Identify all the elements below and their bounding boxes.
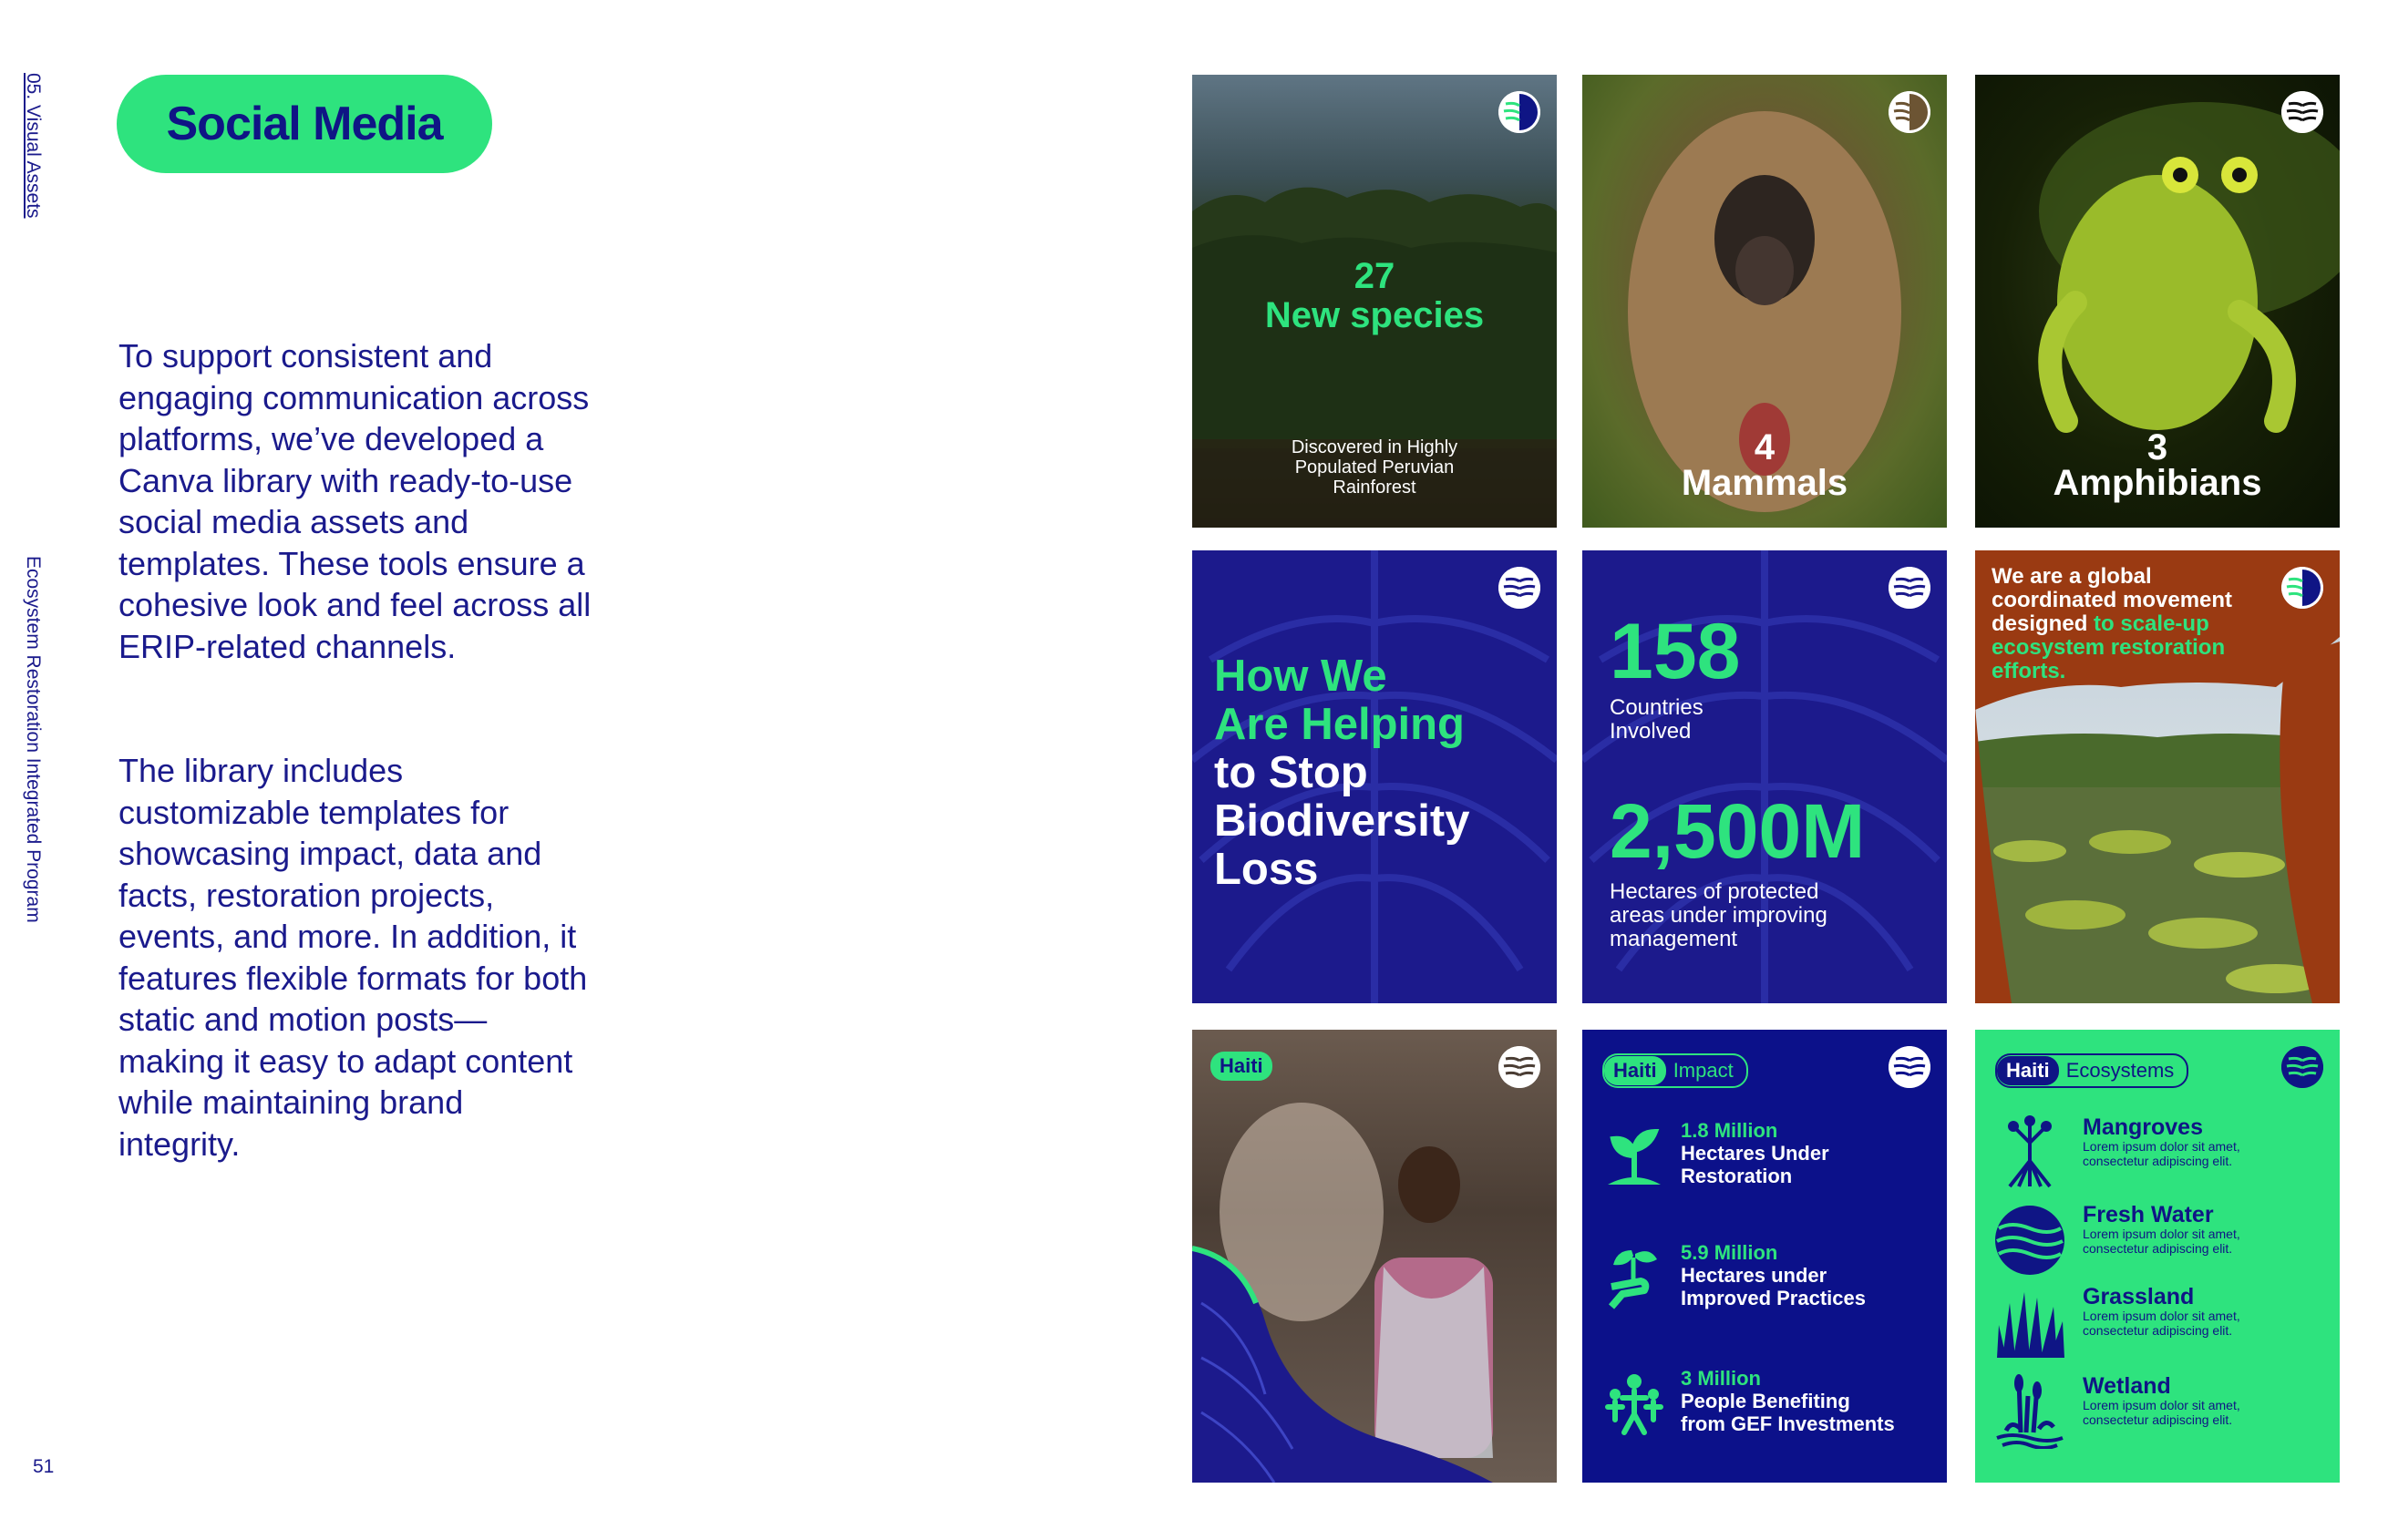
tile-haiti-photo (1192, 1030, 1557, 1483)
helping-line-5: Loss (1214, 845, 1319, 894)
eco-tag (1995, 1053, 2188, 1088)
wetland-icon (1993, 1374, 2066, 1449)
girl-photo (1192, 1030, 1557, 1483)
intro-paragraph-1: To support consistent and engaging communication across platforms, we’ve developed a Canva library with ready-to-use social media assets and templates. These tools ensure a cohesive look and feel across all ERIP-related channels. (118, 337, 592, 665)
tile-stats (1582, 550, 1947, 1003)
erip-logo-icon (1498, 1046, 1540, 1088)
mangrove-icon (1993, 1115, 2066, 1190)
erip-logo-icon (1889, 91, 1930, 133)
hand-plant-icon (1604, 1241, 1664, 1310)
eco-desc-2b: consectetur adipiscing elit. (2083, 1241, 2233, 1256)
movement-line-4: ecosystem restoration (1992, 635, 2226, 660)
page-number: 51 (33, 1456, 55, 1477)
eco-tag-topic: Ecosystems (2065, 1059, 2175, 1082)
movement-line-2: coordinated movement (1992, 588, 2233, 612)
helping-line-1: How We (1214, 652, 1387, 701)
species-number: 27 (1354, 256, 1395, 296)
eco-name-4: Wetland (2083, 1373, 2171, 1399)
impact-value-2: 5.9 Million (1681, 1241, 1778, 1264)
erip-logo-icon (1498, 91, 1540, 133)
impact-item-3 (1604, 1367, 1895, 1436)
stat1-label-1: Countries (1610, 695, 1704, 720)
eco-item-grassland (1993, 1285, 2240, 1360)
impact-label-1b: Restoration (1681, 1165, 1793, 1187)
tile-how-we-help (1192, 550, 1557, 1003)
impact-item-2 (1604, 1241, 1866, 1310)
erip-logo-icon (2281, 567, 2323, 609)
erip-logo-icon (1889, 567, 1930, 609)
eco-name-2: Fresh Water (2083, 1202, 2214, 1227)
section-label: 05. Visual Assets (23, 73, 44, 219)
page-title: Social Media (117, 75, 492, 173)
tile-mammals (1582, 75, 1947, 528)
impact-tag-country: Haiti (1604, 1056, 1666, 1085)
helping-line-2: Are Helping (1214, 700, 1465, 749)
impact-value-1: 1.8 Million (1681, 1119, 1778, 1142)
tile-haiti-impact (1582, 1030, 1947, 1483)
mammals-label: Mammals (1681, 463, 1848, 503)
eco-name-1: Mangroves (2083, 1114, 2203, 1140)
eco-desc-4b: consectetur adipiscing elit. (2083, 1412, 2233, 1427)
stat1-label-2: Involved (1610, 719, 1692, 744)
grass-icon (1993, 1285, 2066, 1360)
seedling-icon (1604, 1119, 1664, 1188)
eco-name-3: Grassland (2083, 1284, 2195, 1309)
water-icon (1993, 1203, 2066, 1278)
intro-paragraph-2: The library includes customizable templates for showcasing impact, data and facts, restoration projects, events, and more. In addition, it features flexible formats for both static and motion posts—making it easy to adapt content while maintaining brand integrity. (118, 752, 588, 1163)
erip-logo-icon (2281, 91, 2323, 133)
species-label: New species (1264, 295, 1485, 335)
impact-label-3a: People Benefiting (1681, 1390, 1850, 1412)
impact-value-3: 3 Million (1681, 1367, 1761, 1390)
tile-haiti-ecosystems (1975, 1030, 2340, 1483)
eco-item-mangroves (1993, 1115, 2240, 1190)
eco-desc-1a: Lorem ipsum dolor sit amet, (2083, 1139, 2240, 1154)
stat2-label-2: areas under improving (1610, 903, 1827, 928)
amphibians-label: Amphibians (2053, 463, 2262, 503)
eco-desc-2a: Lorem ipsum dolor sit amet, (2083, 1227, 2240, 1241)
eco-desc-3b: consectetur adipiscing elit. (2083, 1323, 2233, 1338)
eco-desc-1b: consectetur adipiscing elit. (2083, 1154, 2233, 1168)
stat2-label-1: Hectares of protected (1610, 879, 1819, 904)
erip-logo-icon (1889, 1046, 1930, 1088)
impact-tag (1602, 1053, 1748, 1088)
amphibians-number: 3 (2146, 427, 2168, 467)
impact-item-1 (1604, 1119, 1829, 1188)
eco-tag-country: Haiti (1997, 1056, 2059, 1085)
impact-tag-topic: Impact (1673, 1059, 1734, 1082)
stat2-value: 2,500M (1610, 788, 1866, 874)
species-caption: Discovered in Highly Populated Peruvian Rainforest (1291, 437, 1458, 498)
movement-line-3b: to scale-up (2094, 611, 2209, 636)
helping-line-4: Biodiversity (1214, 796, 1470, 846)
impact-label-3b: from GEF Investments (1681, 1412, 1895, 1435)
eco-desc-4a: Lorem ipsum dolor sit amet, (2083, 1398, 2240, 1412)
people-icon (1604, 1367, 1664, 1436)
impact-label-2b: Improved Practices (1681, 1287, 1866, 1309)
tile-amphibians (1975, 75, 2340, 528)
eco-desc-3a: Lorem ipsum dolor sit amet, (2083, 1309, 2240, 1323)
movement-line-3a: designed (1992, 611, 2095, 636)
erip-logo-icon (2281, 1046, 2323, 1088)
eco-item-wetland (1993, 1374, 2240, 1449)
stat2-label-3: management (1610, 927, 1738, 951)
impact-label-2a: Hectares under (1681, 1264, 1827, 1287)
stat1-value: 158 (1610, 608, 1741, 695)
haiti-tag: Haiti (1210, 1052, 1272, 1081)
tile-global-movement (1975, 550, 2340, 1003)
movement-line-5: efforts. (1992, 659, 2066, 683)
program-label: Ecosystem Restoration Integrated Program (23, 556, 44, 923)
eco-item-fresh-water (1993, 1203, 2240, 1278)
movement-line-1: We are a global (1992, 564, 2152, 589)
tile-new-species (1192, 75, 1557, 528)
impact-label-1a: Hectares Under (1681, 1142, 1829, 1165)
mammals-number: 4 (1754, 427, 1776, 467)
erip-logo-icon (1498, 567, 1540, 609)
helping-line-3: to Stop (1214, 748, 1368, 797)
